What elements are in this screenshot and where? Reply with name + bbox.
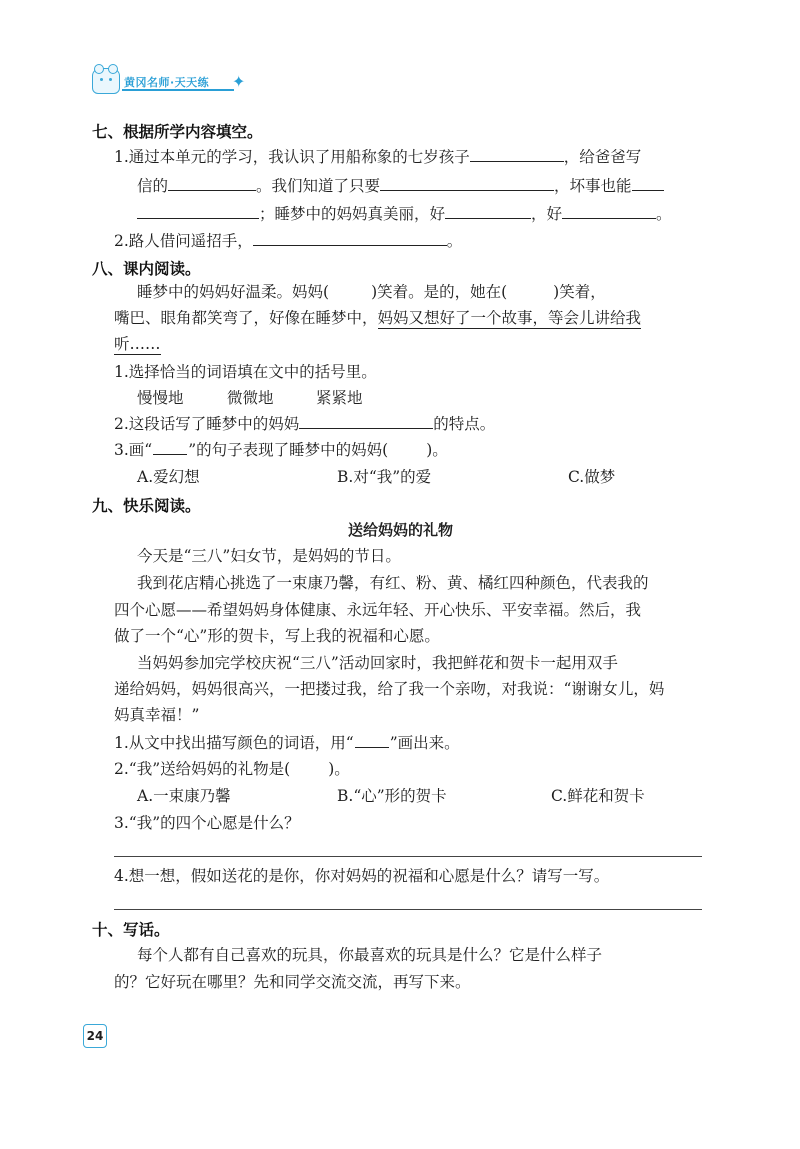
s8-option-c[interactable]: C.做梦 [568,468,616,486]
article-p3-line-2: 递给妈妈，妈妈很高兴，一把搂过我，给了我一个亲吻，对我说：“谢谢女儿，妈 [114,680,665,698]
brand-underline [122,89,234,91]
brand-logo [92,68,252,96]
article-p2-line-3: 做了一个“心”形的贺卡，写上我的祝福和心愿。 [114,627,440,645]
s8-question-3: 3.画“ ”的句子表现了睡梦中的妈妈( )。 [114,441,448,459]
section-8-title: 八、课内阅读。 [92,260,201,278]
blank[interactable] [470,146,564,162]
underline-mark [355,735,389,748]
article-p3-line-3: 妈真幸福！” [114,706,200,724]
s9-question-3: 3.“我”的四个心愿是什么？ [114,814,300,832]
underline-mark [153,442,187,455]
blank[interactable] [137,203,259,219]
article-p2-line-2: 四个心愿——希望妈妈身体健康、永远年轻、开心快乐、平安幸福。然后，我 [114,601,642,619]
section-7-title: 七、根据所学内容填空。 [92,123,263,141]
s9-question-2: 2.“我”送给妈妈的礼物是( )。 [114,760,350,778]
s8-word-choice-3: 紧紧地 [316,389,363,407]
s8-question-2: 2.这段话写了睡梦中的妈妈 的特点。 [114,415,496,433]
s8-passage-line-2: 嘴巴、眼角都笑弯了，好像在睡梦中，妈妈又想好了一个故事，等会儿讲给我 [114,309,642,327]
s8-word-choice-2: 微微地 [227,389,274,407]
blank[interactable] [168,175,256,191]
s7-line-1: 1.通过本单元的学习，我认识了用船称象的七岁孩子 ，给爸爸写 [114,148,642,166]
s9-option-a[interactable]: A.一束康乃馨 [137,787,231,805]
blank[interactable] [562,203,656,219]
s10-prompt-line-1: 每个人都有自己喜欢的玩具，你最喜欢的玩具是什么？它是什么样子 [137,946,603,964]
bear-icon [92,68,120,94]
s8-passage-line-3: 听…… [114,335,161,353]
s8-question-1: 1.选择恰当的词语填在文中的括号里。 [114,363,377,381]
answer-line[interactable] [114,909,702,910]
s8-word-choice-1: 慢慢地 [137,389,184,407]
section-9-title: 九、快乐阅读。 [92,497,201,515]
blank[interactable] [445,203,531,219]
article-p1: 今天是“三八”妇女节，是妈妈的节日。 [137,547,401,565]
s7-line-2: 信的 。我们知道了只要 ，坏事也能 [137,175,664,196]
s9-question-1: 1.从文中找出描写颜色的词语，用“ ”画出来。 [114,734,460,752]
answer-line[interactable] [114,856,702,857]
blank[interactable] [380,175,554,191]
article-title: 送给妈妈的礼物 [348,521,454,539]
blank[interactable] [299,413,433,429]
article-p3-line-1: 当妈妈参加完学校庆祝“三八”活动回家时，我把鲜花和贺卡一起用双手 [137,654,618,672]
s7-line-4: 2.路人借问遥招手， 。 [114,232,463,250]
blank[interactable] [632,175,664,191]
s8-option-a[interactable]: A.爱幻想 [137,468,200,486]
brand-text: 黄冈名师·天天练 [124,76,210,89]
article-p2-line-1: 我到花店精心挑选了一束康乃馨，有红、粉、黄、橘红四种颜色，代表我的 [137,574,649,592]
s8-option-b[interactable]: B.对“我”的爱 [337,468,432,486]
s7-line-3: ；睡梦中的妈妈真美丽，好 ，好 。 [137,203,672,224]
s9-question-4: 4.想一想，假如送花的是你，你对妈妈的祝福和心愿是什么？请写一写。 [114,867,610,885]
s9-option-b[interactable]: B.“心”形的贺卡 [337,787,447,805]
blank[interactable] [253,230,447,246]
page-number: 24 [83,1024,107,1048]
s8-passage-line-1: 睡梦中的妈妈好温柔。妈妈( )笑着。是的，她在( )笑着， [137,283,606,301]
s10-prompt-line-2: 的？它好玩在哪里？先和同学交流交流，再写下来。 [114,973,471,991]
section-10-title: 十、写话。 [92,921,170,939]
star-icon: ✦ [232,72,246,91]
s9-option-c[interactable]: C.鲜花和贺卡 [551,787,645,805]
